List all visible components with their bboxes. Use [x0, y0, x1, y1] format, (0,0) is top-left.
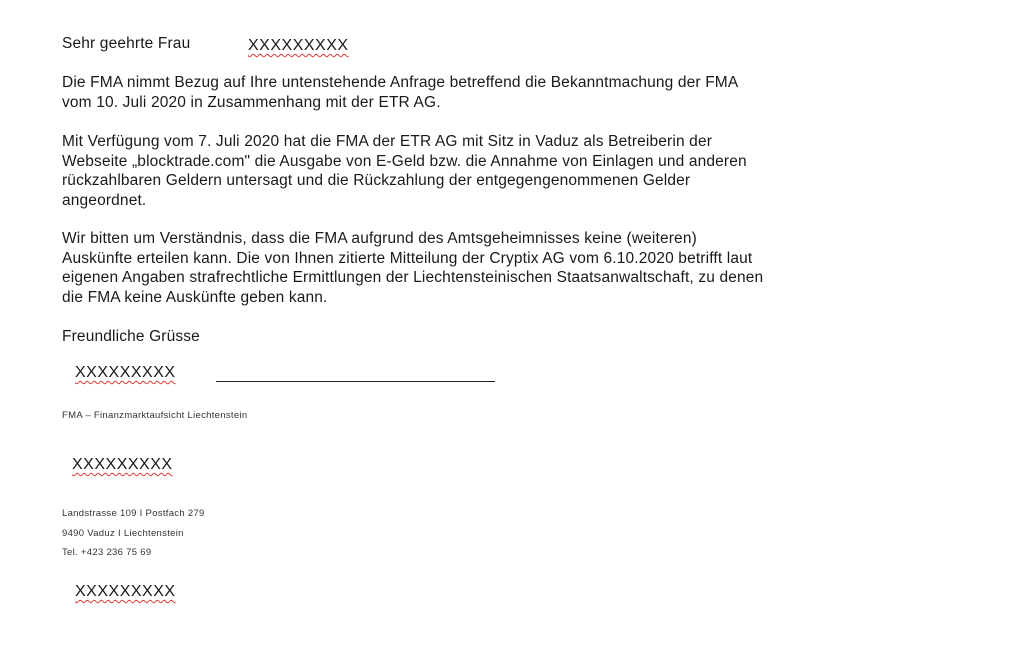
redacted-signatory-name: XXXXXXXXX: [75, 364, 176, 381]
address-line-city: 9490 Vaduz I Liechtenstein: [62, 528, 184, 539]
paragraph-line: angeordnet.: [62, 191, 147, 209]
paragraph-line: eigenen Angaben strafrechtliche Ermittlungen der Liechtensteinischen Staatsanwaltschaft, zu denen: [62, 269, 764, 286]
signature-line: [216, 381, 495, 382]
paragraph-line: Auskünfte erteilen kann. Die von Ihnen zitierte Mitteilung der Cryptix AG vom 6.10.2020 betrifft laut: [62, 249, 753, 267]
paragraph-ruling: [62, 132, 747, 210]
paragraph-line: die FMA keine Auskünfte geben kann.: [62, 288, 328, 306]
paragraph-line: rückzahlbaren Geldern untersagt und die Rückzahlung der entgegengenommenen Gelder: [62, 172, 691, 189]
redacted-contact: XXXXXXXXX: [75, 583, 176, 600]
address-line-phone: Tel. +423 236 75 69: [62, 547, 152, 558]
paragraph-reference: [62, 73, 738, 112]
paragraph-line: Mit Verfügung vom 7. Juli 2020 hat die FMA der ETR AG mit Sitz in Vaduz als Betreiberin der: [62, 133, 713, 150]
salutation: Sehr geehrte Frau: [62, 35, 191, 52]
paragraph-line: Die FMA nimmt Bezug auf Ihre untenstehende Anfrage betreffend die Bekanntmachung der FMA: [62, 74, 739, 91]
paragraph-line: Webseite „blocktrade.com" die Ausgabe von E-Geld bzw. die Annahme von Einlagen und anderen: [62, 152, 747, 170]
organization-name: FMA – Finanzmarktaufsicht Liechtenstein: [62, 410, 248, 421]
paragraph-line: Wir bitten um Verständnis, dass die FMA aufgrund des Amtsgeheimnisses keine (weiteren): [62, 230, 697, 247]
closing: Freundliche Grüsse: [62, 328, 200, 345]
address-line-street: Landstrasse 109 I Postfach 279: [62, 508, 205, 519]
redacted-recipient-name: XXXXXXXXX: [248, 37, 349, 54]
paragraph-confidentiality: [62, 229, 763, 307]
redacted-department: XXXXXXXXX: [72, 456, 173, 473]
paragraph-line: vom 10. Juli 2020 in Zusammenhang mit der ETR AG.: [62, 93, 441, 111]
